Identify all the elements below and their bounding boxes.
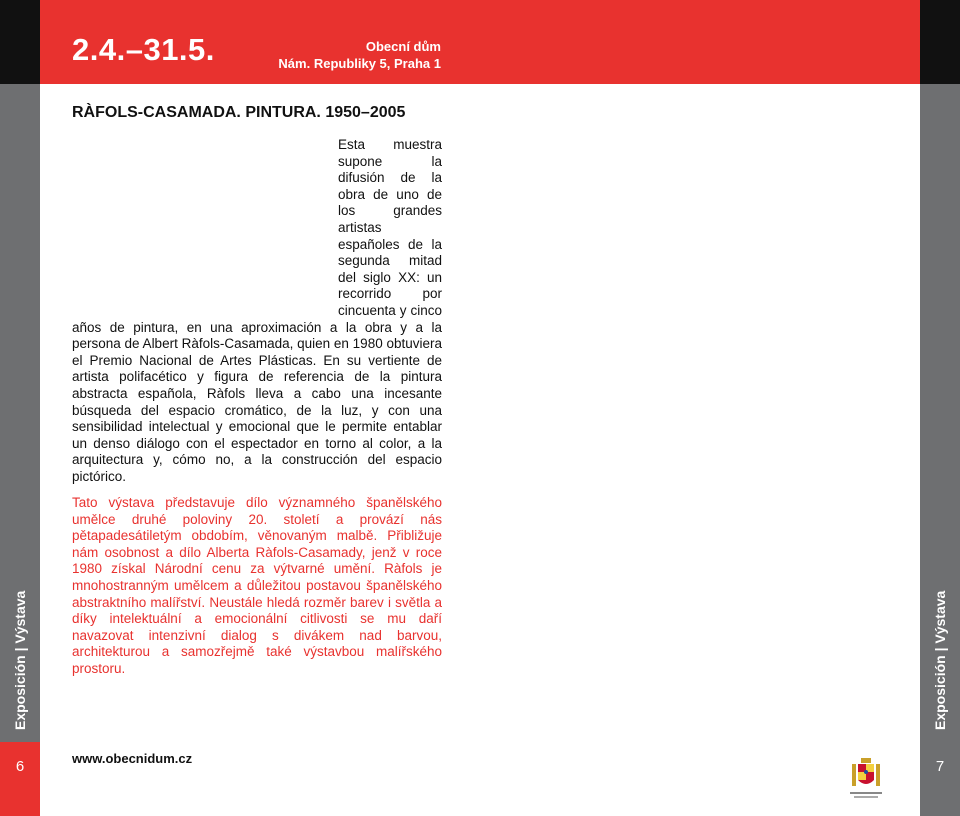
page-number-tab-left <box>0 742 40 816</box>
image-placeholder-space <box>72 137 338 318</box>
corner-block-right <box>920 0 960 84</box>
page-number-tab-right <box>920 742 960 816</box>
website-link[interactable]: www.obecnidum.cz <box>72 751 193 766</box>
czech-paragraph: Tato výstava představuje dílo významného španělského umělce druhé poloviny 20. století a provází nás pětapadesátiletým obdobím, věnovaným malbě. Přibližuje nám osobnost a dílo Alberta Ràfols-Casamady, jenž v roce 1980 získal Národní cenu za výtvarné umění. Ràfols je mnohostranným umělcem a důležitou postavou španělského abstraktního malířství. Neustále hledá rozměr barev i světla a díky intelektuální a emocionální citlivosti se mu daří navazovat intenzivní dialog s divákem nad barvou, architekturou a samozřejmě také výstavbou malířského prostoru. <box>72 495 442 676</box>
exhibition-dates: 2.4.–31.5. <box>72 32 215 67</box>
czech-text-block <box>72 495 442 678</box>
venue-street: Nám. Republiky 5, Praha 1 <box>278 56 441 71</box>
corner-block-left <box>0 0 40 84</box>
page-number-right: 7 <box>935 758 945 775</box>
spanish-paragraph: Esta muestra supone la difusión de la obra de uno de los grandes artistas españoles de la segunda mitad del siglo XX: un recorrido por cincuenta y cinco años de pintura, en una aproximación a la obra y a la persona de Albert Ràfols-Casamada, quien en 1980 obtuviera el Premio Nacional de Artes Plásticas. En su vertiente de artista polifacético y figura de referencia de la pintura abstracta española, Ràfols lleva a cabo una incesante búsqueda del espacio cromático, de la luz, y con una sensibilidad intelectual y emocional que le permite entablar un denso diálogo con el espectador en torno al color, a la arquitectura y, cómo no, a la construcción del espacio pictórico. <box>72 137 442 484</box>
page-number-left: 6 <box>15 758 25 775</box>
spanish-text-block <box>72 137 442 485</box>
venue-address <box>278 38 441 72</box>
spanish-coat-of-arms-icon <box>846 756 886 802</box>
section-label-left: Exposición | Výstava <box>12 590 28 730</box>
section-label-right: Exposición | Výstava <box>932 590 948 730</box>
venue-name: Obecní dům <box>365 39 441 54</box>
article-title: RÀFOLS-CASAMADA. PINTURA. 1950–2005 <box>72 104 406 121</box>
